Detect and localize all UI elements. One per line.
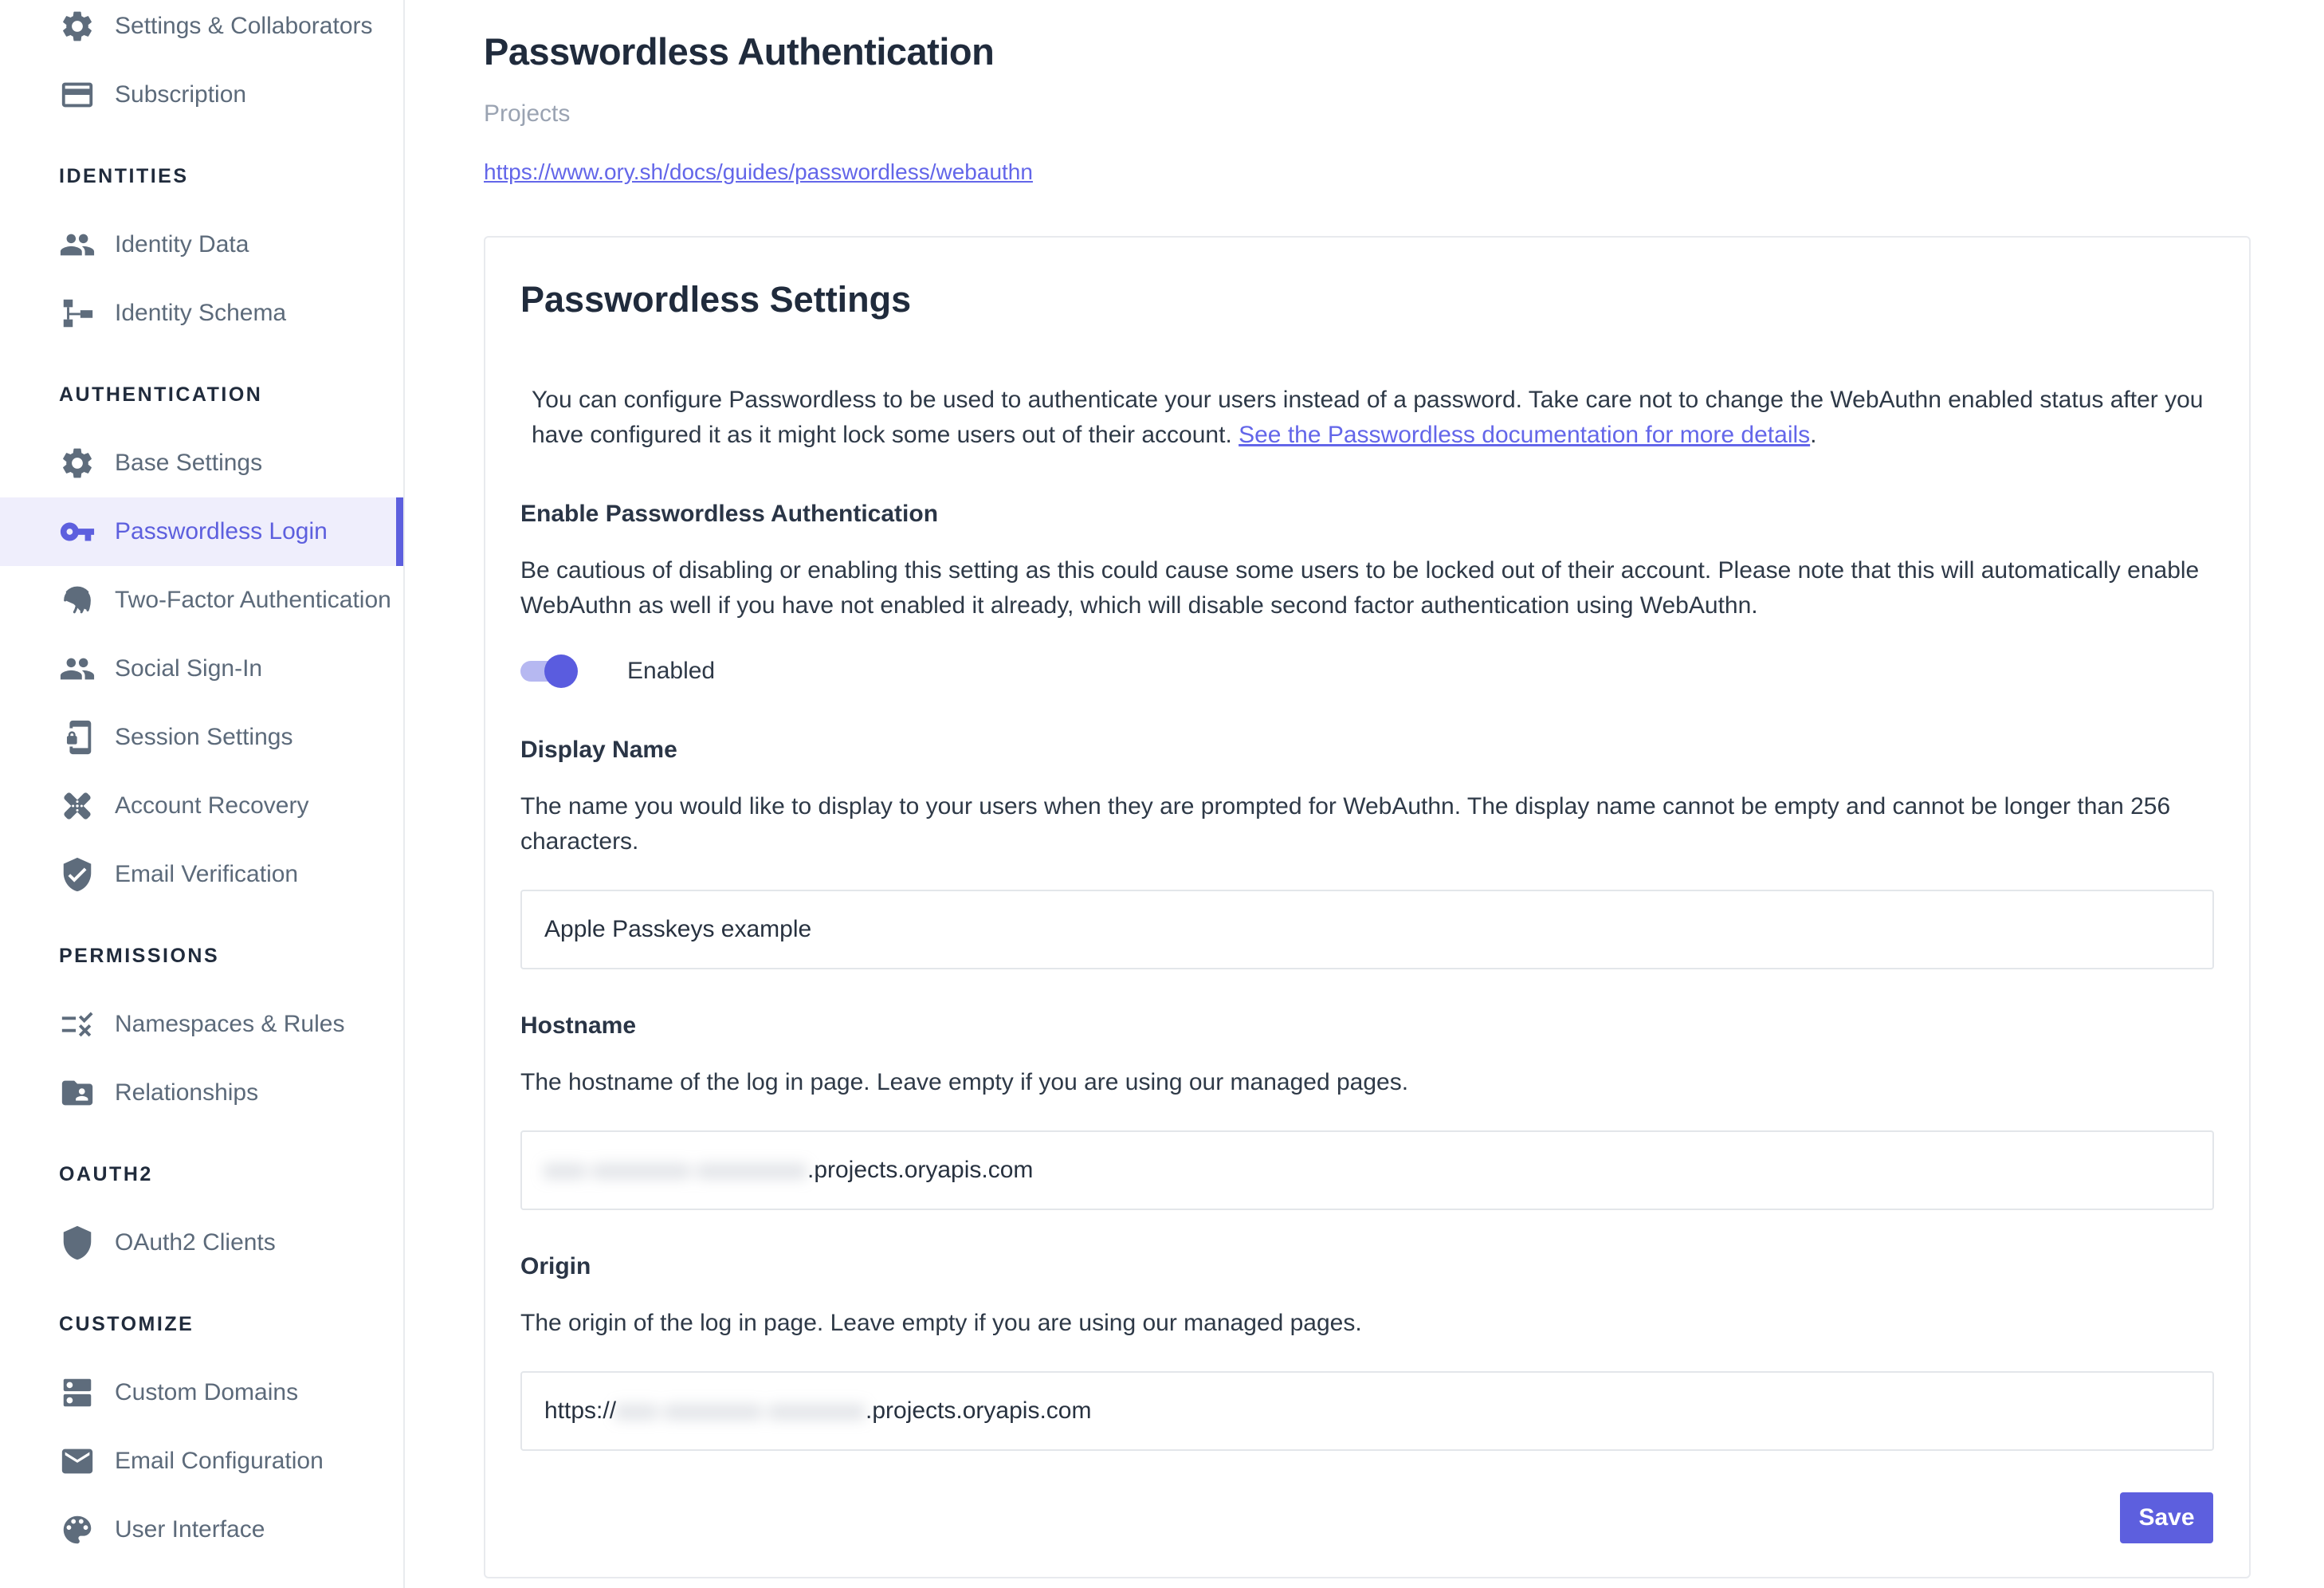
sidebar-item-social-sign-in[interactable] [0, 635, 403, 703]
gear-icon [59, 8, 96, 45]
phone-lock-icon [59, 719, 96, 756]
enable-passwordless-heading: Enable Passwordless Authentication [520, 501, 939, 527]
sidebar-item-label: Identity Data [115, 231, 249, 257]
sidebar-item-user-interface[interactable] [0, 1496, 403, 1564]
card-title: Passwordless Settings [520, 279, 912, 320]
hostname-input[interactable] [520, 1130, 2214, 1210]
passwordless-settings-card [484, 236, 2251, 1578]
sidebar-item-label: User Interface [115, 1516, 265, 1543]
toggle-switch[interactable] [520, 661, 576, 682]
sidebar-item-custom-domains[interactable] [0, 1358, 403, 1427]
sidebar-section-authentication: AUTHENTICATION [59, 383, 263, 406]
hostname-description: The hostname of the log in page. Leave empty if you are using our managed pages. [520, 1069, 1409, 1095]
sidebar-item-label: Email Verification [115, 861, 299, 887]
display-name-input[interactable] [520, 890, 2214, 969]
fingerprint-icon [59, 582, 96, 619]
sidebar-item-identity-data[interactable] [0, 210, 403, 279]
schema-icon [59, 295, 96, 332]
sidebar-item-subscription[interactable] [0, 61, 403, 129]
sidebar-item-label: Social Sign-In [115, 655, 263, 682]
people-icon [59, 226, 96, 263]
sidebar-section-oauth2: OAUTH2 [59, 1162, 153, 1185]
sidebar-item-session-settings[interactable] [0, 703, 403, 772]
sidebar-item-label: Account Recovery [115, 792, 309, 819]
origin-input[interactable] [520, 1371, 2214, 1451]
sidebar-item-label: Identity Schema [115, 300, 287, 326]
origin-prefix: https:// [544, 1397, 617, 1424]
sidebar-item-account-recovery[interactable] [0, 772, 403, 840]
redacted-text: xxx-xxxxxxx-xxxxxxxx [544, 1157, 807, 1183]
enable-passwordless-description: Be cautious of disabling or enabling this setting as this could cause some users to be locked out of their account. Please note that this will automatically enable WebAuthn as well if you have not enabled it already, which will disable second factor authentication using WebAuthn. [520, 557, 2200, 619]
origin-suffix: .projects.oryapis.com [866, 1397, 1092, 1424]
sidebar-section-permissions: PERMISSIONS [59, 944, 220, 967]
sidebar-item-label: Subscription [115, 81, 247, 108]
sidebar-item-settings-collaborators[interactable] [0, 0, 403, 61]
save-row [520, 1492, 2213, 1543]
toggle-knob [544, 654, 578, 688]
sidebar-item-email-configuration[interactable] [0, 1427, 403, 1496]
folder-person-icon [59, 1075, 96, 1111]
sidebar-item-label: Namespaces & Rules [115, 1011, 345, 1037]
shield-check-icon [59, 856, 96, 893]
sidebar-item-label: Passwordless Login [115, 518, 328, 544]
passwordless-toggle[interactable] [520, 652, 2213, 690]
healing-icon [59, 788, 96, 824]
display-name-heading: Display Name [520, 737, 677, 763]
docs-link[interactable]: https://www.ory.sh/docs/guides/passwordless/webauthn [484, 159, 1033, 184]
sidebar-section-customize: CUSTOMIZE [59, 1312, 194, 1335]
sidebar-item-base-settings[interactable] [0, 429, 403, 497]
gear-icon [59, 445, 96, 482]
origin-heading: Origin [520, 1253, 591, 1279]
sidebar [0, 0, 405, 1588]
sidebar-item-two-factor[interactable] [0, 566, 403, 635]
sidebar-item-relationships[interactable] [0, 1059, 403, 1127]
sidebar-item-namespaces-rules[interactable] [0, 990, 403, 1059]
sidebar-item-oauth2-clients[interactable] [0, 1209, 403, 1277]
sidebar-item-passwordless-login[interactable] [0, 497, 403, 566]
sidebar-item-email-verification[interactable] [0, 840, 403, 909]
hostname-suffix: .projects.oryapis.com [807, 1157, 1034, 1183]
display-name-description: The name you would like to display to your users when they are prompted for WebAuthn. The display name cannot be empty and cannot be longer than 256 characters. [520, 793, 2171, 855]
palette-icon [59, 1511, 96, 1548]
hostname-heading: Hostname [520, 1012, 637, 1039]
sidebar-item-label: Two-Factor Authentication [115, 587, 391, 613]
intro-paragraph: You can configure Passwordless to be used to authenticate your users instead of a password. Take care not to change the WebAuthn enabled status after you have configured it as it might lock some users out of their account. See the Passwordless documentation for more details. [532, 387, 2204, 448]
main-content [406, 0, 2324, 1588]
shield-icon [59, 1224, 96, 1261]
credit-card-icon [59, 77, 96, 113]
sidebar-item-label: Base Settings [115, 450, 263, 476]
breadcrumb: Projects [484, 100, 571, 127]
page-title: Passwordless Authentication [484, 30, 995, 73]
key-icon [59, 513, 96, 550]
mail-icon [59, 1443, 96, 1480]
people-icon [59, 651, 96, 687]
dns-icon [59, 1374, 96, 1411]
passwordless-docs-link[interactable]: See the Passwordless documentation for more details [1239, 422, 1811, 448]
rule-icon [59, 1006, 96, 1043]
sidebar-item-label: OAuth2 Clients [115, 1229, 276, 1256]
toggle-label: Enabled [627, 658, 716, 684]
redacted-text: xxx-xxxxxxx-xxxxxxx [616, 1397, 866, 1424]
sidebar-item-label: Custom Domains [115, 1379, 299, 1405]
sidebar-item-identity-schema[interactable] [0, 279, 403, 348]
sidebar-section-identities: IDENTITIES [59, 164, 189, 187]
sidebar-item-label: Settings & Collaborators [115, 13, 373, 39]
sidebar-item-label: Relationships [115, 1079, 259, 1106]
origin-description: The origin of the log in page. Leave empty if you are using our managed pages. [520, 1310, 1362, 1336]
sidebar-item-label: Email Configuration [115, 1448, 324, 1474]
sidebar-item-label: Session Settings [115, 724, 293, 750]
save-button[interactable]: Save [2120, 1492, 2213, 1543]
